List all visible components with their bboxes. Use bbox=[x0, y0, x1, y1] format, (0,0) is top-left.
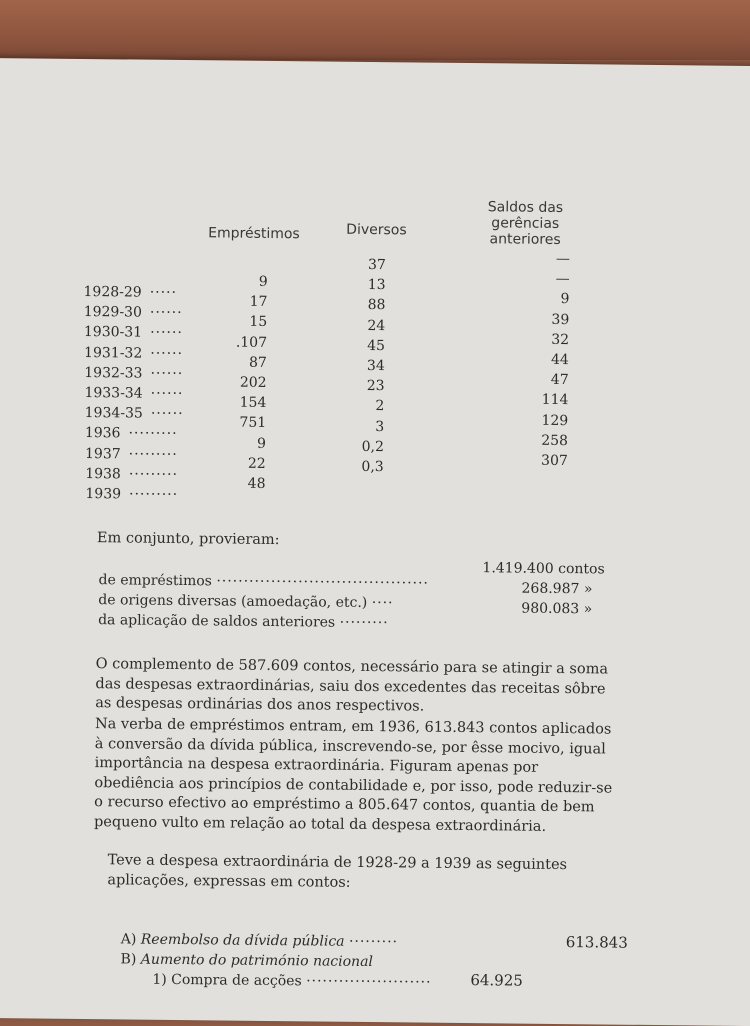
row-year: 1931-32 bbox=[84, 344, 143, 362]
table-row-label bbox=[85, 466, 178, 483]
application-a-value: 613.843 bbox=[565, 933, 628, 952]
header-saldos bbox=[480, 199, 570, 248]
wooden-table-background bbox=[0, 0, 750, 60]
summary-value-emprestimos: 1.419.400 contos bbox=[482, 560, 605, 578]
summary-intro: Em conjunto, provieram: bbox=[96, 530, 280, 549]
summary-value-saldos: 980.083 » bbox=[521, 600, 593, 618]
cell-diversos: 37 bbox=[367, 256, 386, 274]
summary-item-label: de empréstimos bbox=[98, 572, 212, 590]
cell-diversos: 24 bbox=[367, 317, 386, 334]
application-b1-value: 64.925 bbox=[470, 971, 523, 990]
cell-emprestimos: 154 bbox=[239, 394, 267, 412]
application-b1 bbox=[152, 972, 431, 991]
cell-diversos: 45 bbox=[367, 337, 386, 354]
table-row-label bbox=[84, 345, 183, 362]
book-page bbox=[0, 58, 750, 1026]
summary-label-saldos bbox=[98, 612, 389, 631]
item-text: Compra de acções bbox=[171, 971, 302, 990]
cell-emprestimos: 9 bbox=[258, 273, 268, 290]
cell-diversos: 2 bbox=[375, 398, 385, 415]
dot-leader: ····· bbox=[149, 284, 178, 301]
dot-leader: ······ bbox=[150, 345, 184, 362]
table-row-label bbox=[83, 284, 177, 301]
application-b bbox=[120, 951, 373, 970]
cell-saldos: 307 bbox=[540, 452, 568, 470]
cell-diversos: 34 bbox=[366, 357, 385, 375]
cell-saldos: — bbox=[555, 250, 571, 268]
item-letter: B) bbox=[120, 951, 137, 968]
row-year: 1938 bbox=[85, 465, 121, 483]
cell-emprestimos: 87 bbox=[248, 354, 267, 371]
summary-value-diversas: 268.987 » bbox=[521, 580, 593, 598]
application-a bbox=[121, 931, 398, 950]
header-saldos-line2: gerências bbox=[491, 215, 560, 232]
header-saldos-line3: anteriores bbox=[489, 231, 561, 248]
row-year: 1934-35 bbox=[84, 405, 143, 422]
cell-saldos: 32 bbox=[551, 331, 570, 348]
row-year: 1933-34 bbox=[84, 385, 143, 402]
row-year: 1932-33 bbox=[84, 364, 143, 382]
paragraph-aplicacoes: Teve a despesa extraordinária de 1928-29 a 1939 as seguintes aplicações, expressas em contos: bbox=[107, 852, 568, 891]
cell-saldos: 39 bbox=[551, 311, 570, 328]
cell-emprestimos: 22 bbox=[247, 455, 266, 472]
row-year: 1928-29 bbox=[83, 283, 142, 301]
item-number: 1) bbox=[152, 971, 167, 988]
table-row-label bbox=[84, 365, 183, 382]
cell-saldos: 44 bbox=[550, 351, 569, 369]
dot-leader: ········· bbox=[128, 425, 178, 443]
cell-emprestimos: 751 bbox=[239, 415, 267, 432]
table-row-label bbox=[85, 405, 184, 422]
item-letter: A) bbox=[120, 931, 137, 948]
cell-emprestimos: 17 bbox=[249, 293, 268, 311]
table-row-label bbox=[84, 324, 183, 341]
dot-leader: ········· bbox=[128, 446, 178, 463]
cell-saldos: — bbox=[555, 271, 570, 288]
summary-item-label: da aplicação de saldos anteriores bbox=[98, 612, 336, 631]
item-text: Aumento do património nacional bbox=[140, 951, 374, 971]
summary-label-emprestimos bbox=[98, 572, 429, 591]
cell-saldos: 258 bbox=[541, 432, 569, 449]
header-diversos: Diversos bbox=[346, 221, 407, 239]
cell-emprestimos: 9 bbox=[256, 435, 267, 452]
dot-leader: ······ bbox=[149, 304, 183, 322]
dot-leader: ········· bbox=[339, 614, 389, 632]
cell-emprestimos: 48 bbox=[247, 475, 266, 492]
dot-leader: ······ bbox=[150, 325, 183, 342]
dot-leader: ······ bbox=[150, 365, 184, 382]
row-year: 1939 bbox=[85, 486, 122, 503]
cell-diversos: 3 bbox=[375, 418, 385, 435]
cell-emprestimos: 15 bbox=[249, 314, 268, 331]
cell-saldos: 129 bbox=[541, 412, 569, 429]
dot-leader: ········· bbox=[128, 486, 179, 503]
summary-item-label: de origens diversas (amoedação, etc.) bbox=[98, 592, 368, 611]
header-emprestimos: Empréstimos bbox=[208, 225, 300, 243]
table-row-label bbox=[85, 486, 178, 503]
table-row-label bbox=[85, 446, 178, 463]
item-text: Reembolso da dívida pública bbox=[140, 931, 345, 950]
summary-label-diversas bbox=[98, 592, 393, 611]
row-year: 1929-30 bbox=[83, 304, 143, 321]
table-row-label bbox=[84, 304, 183, 321]
cell-diversos: 88 bbox=[367, 297, 386, 314]
dot-leader: ······················· bbox=[306, 973, 432, 991]
dot-leader: ······ bbox=[150, 405, 184, 423]
cell-diversos: 23 bbox=[366, 378, 385, 395]
cell-emprestimos: .107 bbox=[235, 334, 268, 351]
header-saldos-line1: Saldos das bbox=[487, 199, 564, 217]
cell-saldos: 47 bbox=[550, 372, 569, 389]
cell-diversos: 13 bbox=[367, 277, 386, 294]
table-row-label bbox=[85, 425, 178, 442]
row-year: 1930-31 bbox=[83, 324, 143, 341]
dot-leader: ······································· bbox=[216, 573, 429, 592]
paragraph-complemento: O complemento de 587.609 contos, necessário para se atingir a soma das despesas extraordinárias, saiu dos excedentes das receitas sôbre as despesas ordinárias dos anos respectivos. bbox=[95, 656, 609, 715]
row-year: 1936 bbox=[84, 425, 121, 442]
row-year: 1937 bbox=[84, 445, 121, 462]
paragraph-emprestimos: Na verba de empréstimos entram, em 1936, 613.843 contos aplicados à conversão da dívida pública, inscrevendo-se, por êsse mocivo, igual importância na despesa extraordinária. Figuram apenas por obediência aos princípios de contabilidade e, por isso, pode reduzir-se o recurso efectivo ao empréstimo a 805.647 contos, quantia de bem pequeno vulto em relação ao total da despesa extraordinária. bbox=[93, 716, 613, 835]
cell-emprestimos: 202 bbox=[239, 374, 267, 391]
dot-leader: ········· bbox=[348, 933, 399, 951]
cell-saldos: 9 bbox=[560, 291, 570, 308]
dot-leader: ········· bbox=[128, 466, 179, 483]
table-row-label bbox=[84, 385, 183, 402]
cell-diversos: 0,2 bbox=[361, 438, 385, 455]
cell-diversos: 0,3 bbox=[361, 458, 384, 476]
cell-saldos: 114 bbox=[541, 392, 569, 409]
dot-leader: ···· bbox=[371, 595, 394, 612]
dot-leader: ······ bbox=[150, 385, 184, 403]
